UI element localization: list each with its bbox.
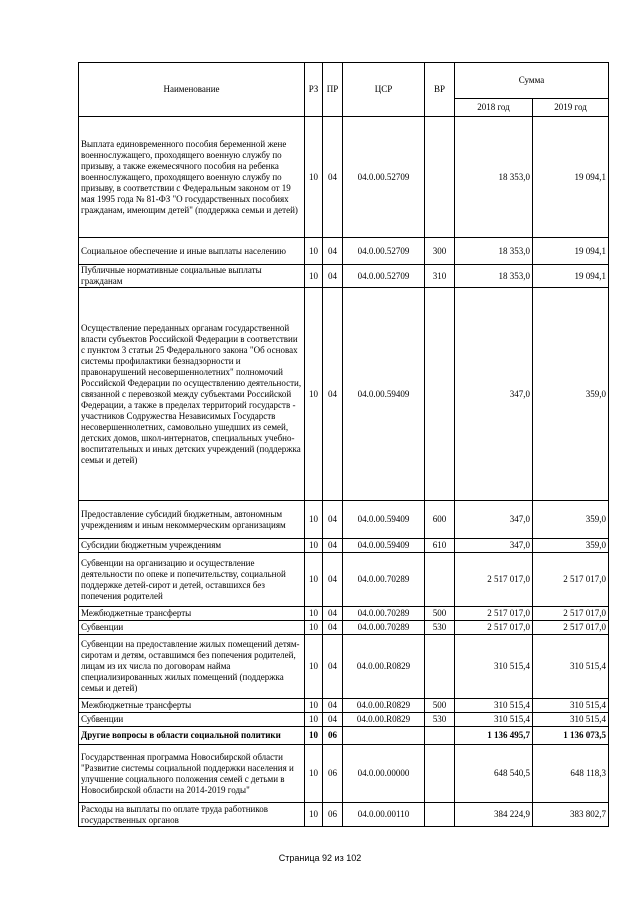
row-2018-cell: 310 515,4 [455, 713, 533, 727]
row-name-cell: Субвенции на организацию и осуществление деятельности по опеке и попечительству, социальной поддержке детей-сирот и детей, оставшихся без попечения родителей [79, 553, 305, 607]
row-2019-cell: 2 517 017,0 [533, 553, 609, 607]
row-name-cell: Публичные нормативные социальные выплаты гражданам [79, 265, 305, 288]
row-csr-cell: 04.0.00.00000 [343, 745, 425, 803]
row-csr-cell: 04.0.00.52709 [343, 265, 425, 288]
row-csr-cell: 04.0.00.R0829 [343, 635, 425, 699]
row-vr-cell [425, 727, 455, 745]
row-csr-cell: 04.0.00.59409 [343, 501, 425, 539]
row-pr-cell: 04 [323, 635, 343, 699]
row-pr-cell: 04 [323, 553, 343, 607]
row-vr-cell: 300 [425, 238, 455, 265]
row-rz-cell: 10 [305, 803, 323, 827]
row-vr-cell: 600 [425, 501, 455, 539]
table-row [79, 713, 609, 727]
row-name-cell: Расходы на выплаты по оплате труда работников государственных органов [79, 803, 305, 827]
row-vr-cell: 530 [425, 713, 455, 727]
row-2019-cell: 359,0 [533, 501, 609, 539]
row-2018-cell: 2 517 017,0 [455, 621, 533, 635]
row-pr-cell: 04 [323, 713, 343, 727]
row-name-cell: Осуществление переданных органам государственной власти субъектов Российской Федерации в соответствии с пунктом 3 статьи 25 Федерального закона "Об основах системы профилактики безнадзорности и правонарушений несовершеннолетних" полномочий Российской Федерации по осуществлению деятельности, связанной с перевозкой между субъектами Российской Федерации, а также в пределах территорий государств - участников Содружества Независимых Государств несовершеннолетних, самовольно ушедших из семей, детских домов, школ-интернатов, специальных учебно-воспитательных и иных детских учреждений (поддержка семьи и детей) [79, 288, 305, 501]
row-2018-cell: 648 540,5 [455, 745, 533, 803]
row-rz-cell: 10 [305, 117, 323, 238]
row-name-cell: Социальное обеспечение и иные выплаты населению [79, 238, 305, 265]
row-csr-cell: 04.0.00.70289 [343, 621, 425, 635]
row-rz-cell: 10 [305, 699, 323, 713]
row-rz-cell: 10 [305, 635, 323, 699]
row-2018-cell: 310 515,4 [455, 635, 533, 699]
row-name-cell: Субвенции [79, 713, 305, 727]
row-2018-cell: 2 517 017,0 [455, 607, 533, 621]
row-rz-cell: 10 [305, 745, 323, 803]
table-row [79, 238, 609, 265]
table-row [79, 803, 609, 827]
row-2019-cell: 2 517 017,0 [533, 607, 609, 621]
row-rz-cell: 10 [305, 713, 323, 727]
row-csr-cell: 04.0.00.59409 [343, 288, 425, 501]
row-csr-cell: 04.0.00.R0829 [343, 713, 425, 727]
row-pr-cell: 06 [323, 727, 343, 745]
row-2019-cell: 310 515,4 [533, 635, 609, 699]
row-pr-cell: 04 [323, 501, 343, 539]
row-name-cell: Субвенции [79, 621, 305, 635]
col-2019-header: 2019 год [533, 99, 609, 117]
table-row [79, 117, 609, 238]
row-pr-cell: 04 [323, 539, 343, 553]
row-vr-cell [425, 553, 455, 607]
row-vr-cell: 500 [425, 699, 455, 713]
row-csr-cell [343, 727, 425, 745]
col-csr-header: ЦСР [343, 63, 425, 117]
row-pr-cell: 06 [323, 745, 343, 803]
row-2019-cell: 19 094,1 [533, 265, 609, 288]
row-2018-cell: 18 353,0 [455, 117, 533, 238]
row-vr-cell [425, 117, 455, 238]
row-pr-cell: 04 [323, 265, 343, 288]
row-rz-cell: 10 [305, 727, 323, 745]
col-2018-header: 2018 год [455, 99, 533, 117]
table-row [79, 699, 609, 713]
table-row [79, 265, 609, 288]
row-name-cell: Предоставление субсидий бюджетным, автономным учреждениям и иным некоммерческим организациям [79, 501, 305, 539]
row-name-cell: Субвенции на предоставление жилых помещений детям-сиротам и детям, оставшимся без попечения родителей, лицам из их числа по договорам найма специализированных жилых помещений (поддержка семьи и детей) [79, 635, 305, 699]
col-rz-header: РЗ [305, 63, 323, 117]
row-2018-cell: 384 224,9 [455, 803, 533, 827]
row-2019-cell: 383 802,7 [533, 803, 609, 827]
col-pr-header: ПР [323, 63, 343, 117]
row-name-cell: Выплата единовременного пособия беременной жене военнослужащего, проходящего военную службу по призыву, а также ежемесячного пособия на ребенка военнослужащего, проходящего военную службу по призыву, в соответствии с Федеральным законом от 19 мая 1995 года № 81-ФЗ "О государственных пособиях гражданам, имеющим детей" (поддержка семьи и детей) [79, 117, 305, 238]
row-2018-cell: 347,0 [455, 288, 533, 501]
row-2018-cell: 2 517 017,0 [455, 553, 533, 607]
row-pr-cell: 04 [323, 117, 343, 238]
row-pr-cell: 04 [323, 238, 343, 265]
row-name-cell: Субсидии бюджетным учреждениям [79, 539, 305, 553]
row-2019-cell: 19 094,1 [533, 117, 609, 238]
row-vr-cell: 610 [425, 539, 455, 553]
row-rz-cell: 10 [305, 501, 323, 539]
row-name-cell: Межбюджетные трансферты [79, 699, 305, 713]
row-csr-cell: 04.0.00.00110 [343, 803, 425, 827]
table-row [79, 501, 609, 539]
row-2019-cell: 359,0 [533, 288, 609, 501]
row-name-cell: Другие вопросы в области социальной политики [79, 727, 305, 745]
row-2019-cell: 19 094,1 [533, 238, 609, 265]
row-rz-cell: 10 [305, 607, 323, 621]
row-csr-cell: 04.0.00.R0829 [343, 699, 425, 713]
table-row [79, 745, 609, 803]
table-row [79, 288, 609, 501]
table-body [79, 117, 609, 827]
table-row [79, 539, 609, 553]
row-vr-cell: 500 [425, 607, 455, 621]
table-row [79, 607, 609, 621]
col-vr-header: ВР [425, 63, 455, 117]
table-row [79, 727, 609, 745]
row-pr-cell: 06 [323, 803, 343, 827]
row-rz-cell: 10 [305, 238, 323, 265]
row-vr-cell: 310 [425, 265, 455, 288]
row-2018-cell: 1 136 495,7 [455, 727, 533, 745]
row-name-cell: Межбюджетные трансферты [79, 607, 305, 621]
row-pr-cell: 04 [323, 607, 343, 621]
row-vr-cell: 530 [425, 621, 455, 635]
row-pr-cell: 04 [323, 621, 343, 635]
page-footer: Страница 92 из 102 [278, 853, 362, 863]
row-rz-cell: 10 [305, 265, 323, 288]
row-rz-cell: 10 [305, 621, 323, 635]
row-pr-cell: 04 [323, 288, 343, 501]
row-rz-cell: 10 [305, 539, 323, 553]
col-name-header: Наименование [79, 63, 305, 117]
row-2019-cell: 648 118,3 [533, 745, 609, 803]
row-2019-cell: 2 517 017,0 [533, 621, 609, 635]
row-2018-cell: 18 353,0 [455, 265, 533, 288]
row-csr-cell: 04.0.00.70289 [343, 607, 425, 621]
row-2018-cell: 347,0 [455, 501, 533, 539]
row-2019-cell: 310 515,4 [533, 713, 609, 727]
row-2018-cell: 310 515,4 [455, 699, 533, 713]
row-2018-cell: 347,0 [455, 539, 533, 553]
row-2019-cell: 359,0 [533, 539, 609, 553]
row-2018-cell: 18 353,0 [455, 238, 533, 265]
header-row [79, 63, 609, 99]
row-vr-cell [425, 288, 455, 501]
row-csr-cell: 04.0.00.52709 [343, 238, 425, 265]
row-2019-cell: 1 136 073,5 [533, 727, 609, 745]
row-vr-cell [425, 803, 455, 827]
row-csr-cell: 04.0.00.70289 [343, 553, 425, 607]
row-name-cell: Государственная программа Новосибирской области "Развитие системы социальной поддержки населения и улучшение социального положения семей с детьми в Новосибирской области на 2014-2019 годы" [79, 745, 305, 803]
table-row [79, 553, 609, 607]
row-vr-cell [425, 635, 455, 699]
row-vr-cell [425, 745, 455, 803]
row-2019-cell: 310 515,4 [533, 699, 609, 713]
row-rz-cell: 10 [305, 288, 323, 501]
row-pr-cell: 04 [323, 699, 343, 713]
row-rz-cell: 10 [305, 553, 323, 607]
budget-table [78, 62, 609, 827]
table-row [79, 635, 609, 699]
row-csr-cell: 04.0.00.59409 [343, 539, 425, 553]
col-sum-header: Сумма [455, 63, 609, 99]
row-csr-cell: 04.0.00.52709 [343, 117, 425, 238]
table-row [79, 621, 609, 635]
